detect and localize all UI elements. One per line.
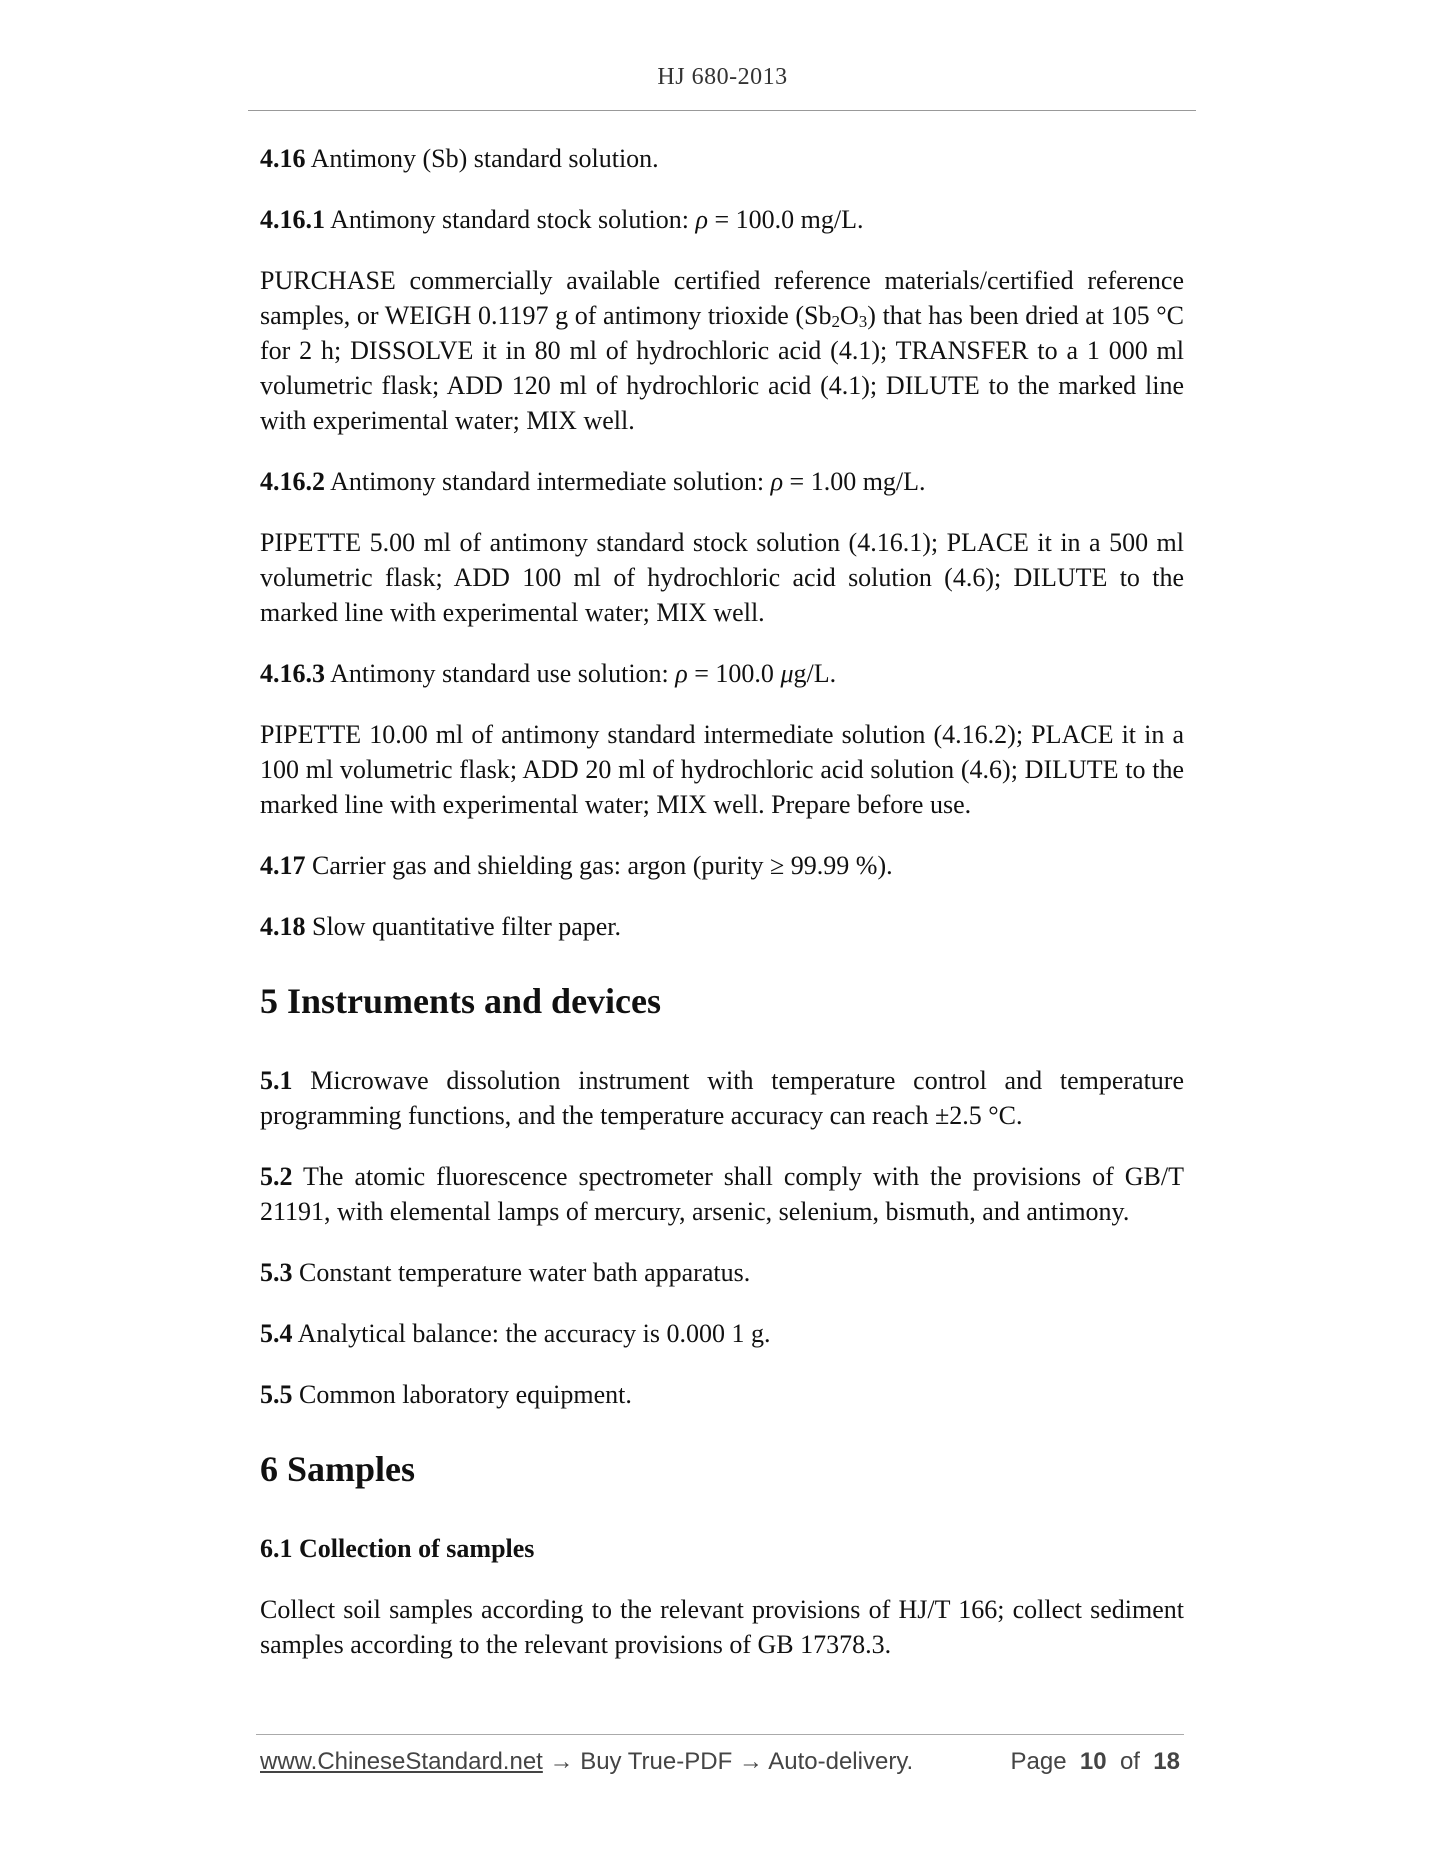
chinesestandard-link[interactable]: www.ChineseStandard.net [260,1748,543,1775]
page-content [260,141,1184,1688]
clause-value: = 100.0 [687,659,781,688]
clause-text: Microwave dissolution instrument with temperature control and temperature programming functions, and the temperature accuracy can reach ±2.5 °C. [260,1066,1184,1130]
clause-text: Antimony (Sb) standard solution. [310,144,659,173]
clause-number: 5.2 [260,1162,293,1191]
paragraph-4-16-2: PIPETTE 5.00 ml of antimony standard stock solution (4.16.1); PLACE it in a 500 ml volumetric flask; ADD 100 ml of hydrochloric acid solution (4.6); DILUTE to the marked line with experimental water; MIX well. [260,528,1184,627]
clause-number: 4.16.3 [260,659,325,688]
paragraph-4-16-3: PIPETTE 10.00 ml of antimony standard intermediate solution (4.16.2); PLACE it in a 100 ml volumetric flask; ADD 20 ml of hydrochloric acid solution (4.6); DILUTE to the marked line with experimental water; MIX well. Prepare before use. [260,720,1184,819]
clause-value: = 1.00 mg/L. [783,467,926,496]
subscript: 3 [858,312,868,331]
clause-4-16 [260,141,1184,176]
clause-5-3 [260,1255,1184,1290]
page-number: 10 [1079,1748,1107,1775]
clause-number: 5.3 [260,1258,293,1287]
clause-5-2 [260,1159,1184,1229]
clause-4-16-3 [260,656,1184,691]
total-pages: 18 [1153,1748,1180,1775]
clause-number: 5.1 [260,1066,293,1095]
clause-4-16-2 [260,464,1184,499]
rho-symbol: ρ [675,659,688,688]
subsection-6-1-heading: 6.1 Collection of samples [260,1534,535,1563]
clause-number: 5.4 [260,1319,293,1348]
clause-5-5 [260,1377,1184,1412]
paragraph-6-1: Collect soil samples according to the relevant provisions of HJ/T 166; collect sediment samples according to the relevant provisions of GB 17378.3. [260,1595,1184,1659]
clause-text: Antimony standard use solution: [330,659,676,688]
section-6-heading: 6 Samples [260,1449,416,1489]
clause-text: Carrier gas and shielding gas: argon (purity ≥ 99.99 %). [312,851,893,880]
clause-5-1 [260,1063,1184,1133]
arrow-icon: → [542,1748,581,1775]
footer-divider [256,1734,1184,1735]
clause-4-18 [260,909,1184,944]
clause-text: Constant temperature water bath apparatus. [299,1258,751,1287]
paragraph-text: O [840,301,859,330]
clause-number: 4.16.1 [260,205,325,234]
clause-number: 5.5 [260,1380,293,1409]
clause-4-17 [260,848,1184,883]
clause-text: Antimony standard stock solution: [330,205,696,234]
clause-value: = 100.0 mg/L. [707,205,864,234]
clause-number: 4.16.2 [260,467,325,496]
subscript: 2 [831,312,841,331]
paragraph-4-16-1 [260,263,1184,438]
rho-symbol: ρ [770,467,784,496]
footer-promo [260,1748,913,1776]
paragraph-text: PURCHASE commercially available certified reference materials/certified reference samples, or WEIGH 0.1197 g of antimony trioxide (Sb [260,266,1184,330]
clause-text: The atomic fluorescence spectrometer shall comply with the provisions of GB/T 21191, with elemental lamps of mercury, arsenic, selenium, bismuth, and antimony. [260,1162,1185,1226]
page-footer [260,1748,1180,1784]
clause-text: Slow quantitative filter paper. [312,912,622,941]
standard-code-header: HJ 680-2013 [657,64,788,90]
clause-number: 4.16 [260,144,306,173]
clause-text: Analytical balance: the accuracy is 0.000 1 g. [297,1319,771,1348]
page-label: Page [1010,1748,1067,1775]
clause-text: Antimony standard intermediate solution: [330,467,771,496]
clause-5-4 [260,1316,1184,1351]
section-5-heading: 5 Instruments and devices [260,981,662,1021]
clause-number: 4.17 [260,851,306,880]
paragraph-text: ) that has been dried at 105 °C for 2 h; DISSOLVE it in 80 ml of hydrochloric acid (4.1); TRANSFER to a 1 000 ml volumetric flask; ADD 120 ml of hydrochloric acid (4.1); DILUTE to the marked line with experimental water; MIX well. [260,301,1185,435]
clause-text: Common laboratory equipment. [299,1380,632,1409]
page-indicator [1010,1748,1180,1776]
header-divider [248,110,1196,111]
arrow-icon: → [732,1748,769,1775]
clause-unit: g/L. [793,659,837,688]
rho-symbol: ρ [695,205,708,234]
mu-symbol: μ [780,659,794,688]
auto-delivery-text: Auto-delivery. [768,1748,914,1775]
buy-true-pdf-text: Buy True-PDF [580,1748,733,1775]
clause-4-16-1 [260,202,1184,237]
of-label: of [1119,1748,1140,1775]
clause-number: 4.18 [260,912,306,941]
